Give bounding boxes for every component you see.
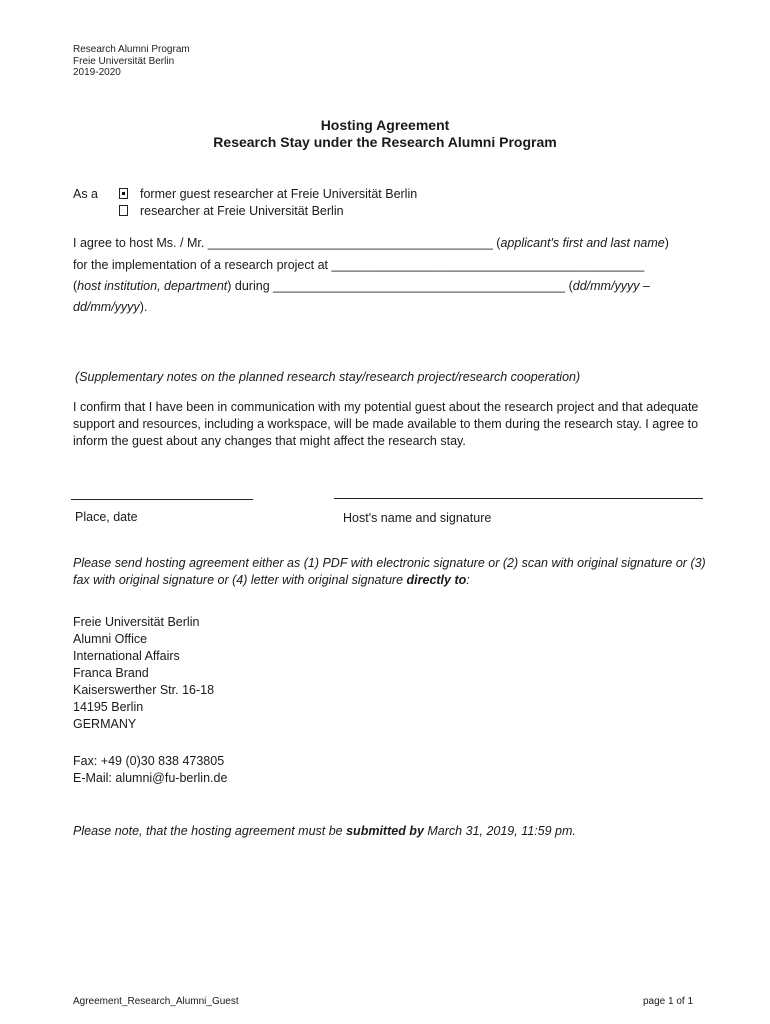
host-signature-label: Host's name and signature xyxy=(343,511,492,525)
footer-filename: Agreement_Research_Alumni_Guest xyxy=(73,996,239,1007)
host-name-row: I agree to host Ms. / Mr. _________________________________________ (applicant's first and last name) xyxy=(73,236,669,250)
researcher-checkbox[interactable] xyxy=(119,205,128,216)
footer-page-number: page 1 of 1 xyxy=(643,996,694,1007)
address-line: Kaiserswerther Str. 16-18 xyxy=(73,683,215,697)
host-name-field[interactable]: _________________________________________ xyxy=(207,236,493,250)
host-name-hint: applicant's first and last name xyxy=(500,236,665,250)
project-institution-field[interactable]: _____________________________________________ xyxy=(331,258,645,272)
project-row xyxy=(73,257,644,274)
confirmation-text: I confirm that I have been in communication with my potential guest about the research project and that adequate support and resources, including a workspace, will be made available to them during the research stay. I agree to inform the guest about any changes that might affect the research stay. xyxy=(73,400,699,448)
address-line: Alumni Office xyxy=(73,632,148,646)
host-prefix: I agree to host Ms. / Mr. xyxy=(73,236,205,250)
place-date-line[interactable] xyxy=(71,499,253,500)
place-date-label: Place, date xyxy=(75,510,138,524)
institution-hint: host institution, department xyxy=(77,279,228,293)
send-instructions xyxy=(73,555,713,589)
date-hint-start: dd/mm/yyyy – xyxy=(572,279,650,293)
postal-address xyxy=(73,614,214,733)
during-label: during xyxy=(234,279,270,293)
document-title: Hosting Agreement xyxy=(320,117,450,133)
former-guest-checkbox[interactable] xyxy=(119,188,128,199)
university-name: Freie Universität Berlin xyxy=(73,55,175,67)
send-text: Please send hosting agreement either as (1) PDF with electronic signature or (2) scan with original signature or (3) fax with original signature or (4) letter with original signature xyxy=(73,556,706,587)
fax-number: Fax: +49 (0)30 838 473805 xyxy=(73,754,225,768)
contact-info xyxy=(73,753,227,787)
date-hint-end: dd/mm/yyyy xyxy=(73,300,140,314)
document-header xyxy=(73,44,190,79)
deadline-note xyxy=(73,823,576,840)
address-line: Franca Brand xyxy=(73,666,149,680)
address-line: International Affairs xyxy=(73,649,180,663)
address-line: 14195 Berlin xyxy=(73,700,144,714)
host-signature-line[interactable] xyxy=(334,498,703,499)
period-field[interactable]: __________________________________________ xyxy=(273,279,566,293)
program-years: 2019-2020 xyxy=(73,67,121,78)
send-end: : xyxy=(466,573,470,587)
document-subtitle: Research Stay under the Research Alumni Program xyxy=(213,134,557,150)
email-address: E-Mail: alumni@fu-berlin.de xyxy=(73,771,228,785)
deadline-date: March 31, 2019, 11:59 pm. xyxy=(427,824,576,838)
project-prefix: for the implementation of a research project at xyxy=(73,258,328,272)
address-line: GERMANY xyxy=(73,717,137,731)
program-name: Research Alumni Program xyxy=(73,44,190,55)
role-prefix: As a xyxy=(73,187,99,201)
supplementary-notes: (Supplementary notes on the planned research stay/research project/research cooperation) xyxy=(75,370,581,384)
address-line: Freie Universität Berlin xyxy=(73,615,200,629)
researcher-label: researcher at Freie Universität Berlin xyxy=(140,204,344,218)
deadline-prefix: Please note, that the hosting agreement must be xyxy=(73,824,343,838)
former-guest-label: former guest researcher at Freie Universität Berlin xyxy=(140,187,418,201)
send-emphasis: directly to xyxy=(406,573,467,587)
period-row: (host institution, department) during __________________________________________ (dd/mm/yyyy – xyxy=(73,279,650,293)
period-row-cont: dd/mm/yyyy). xyxy=(73,300,148,314)
deadline-emphasis: submitted by xyxy=(346,824,424,838)
